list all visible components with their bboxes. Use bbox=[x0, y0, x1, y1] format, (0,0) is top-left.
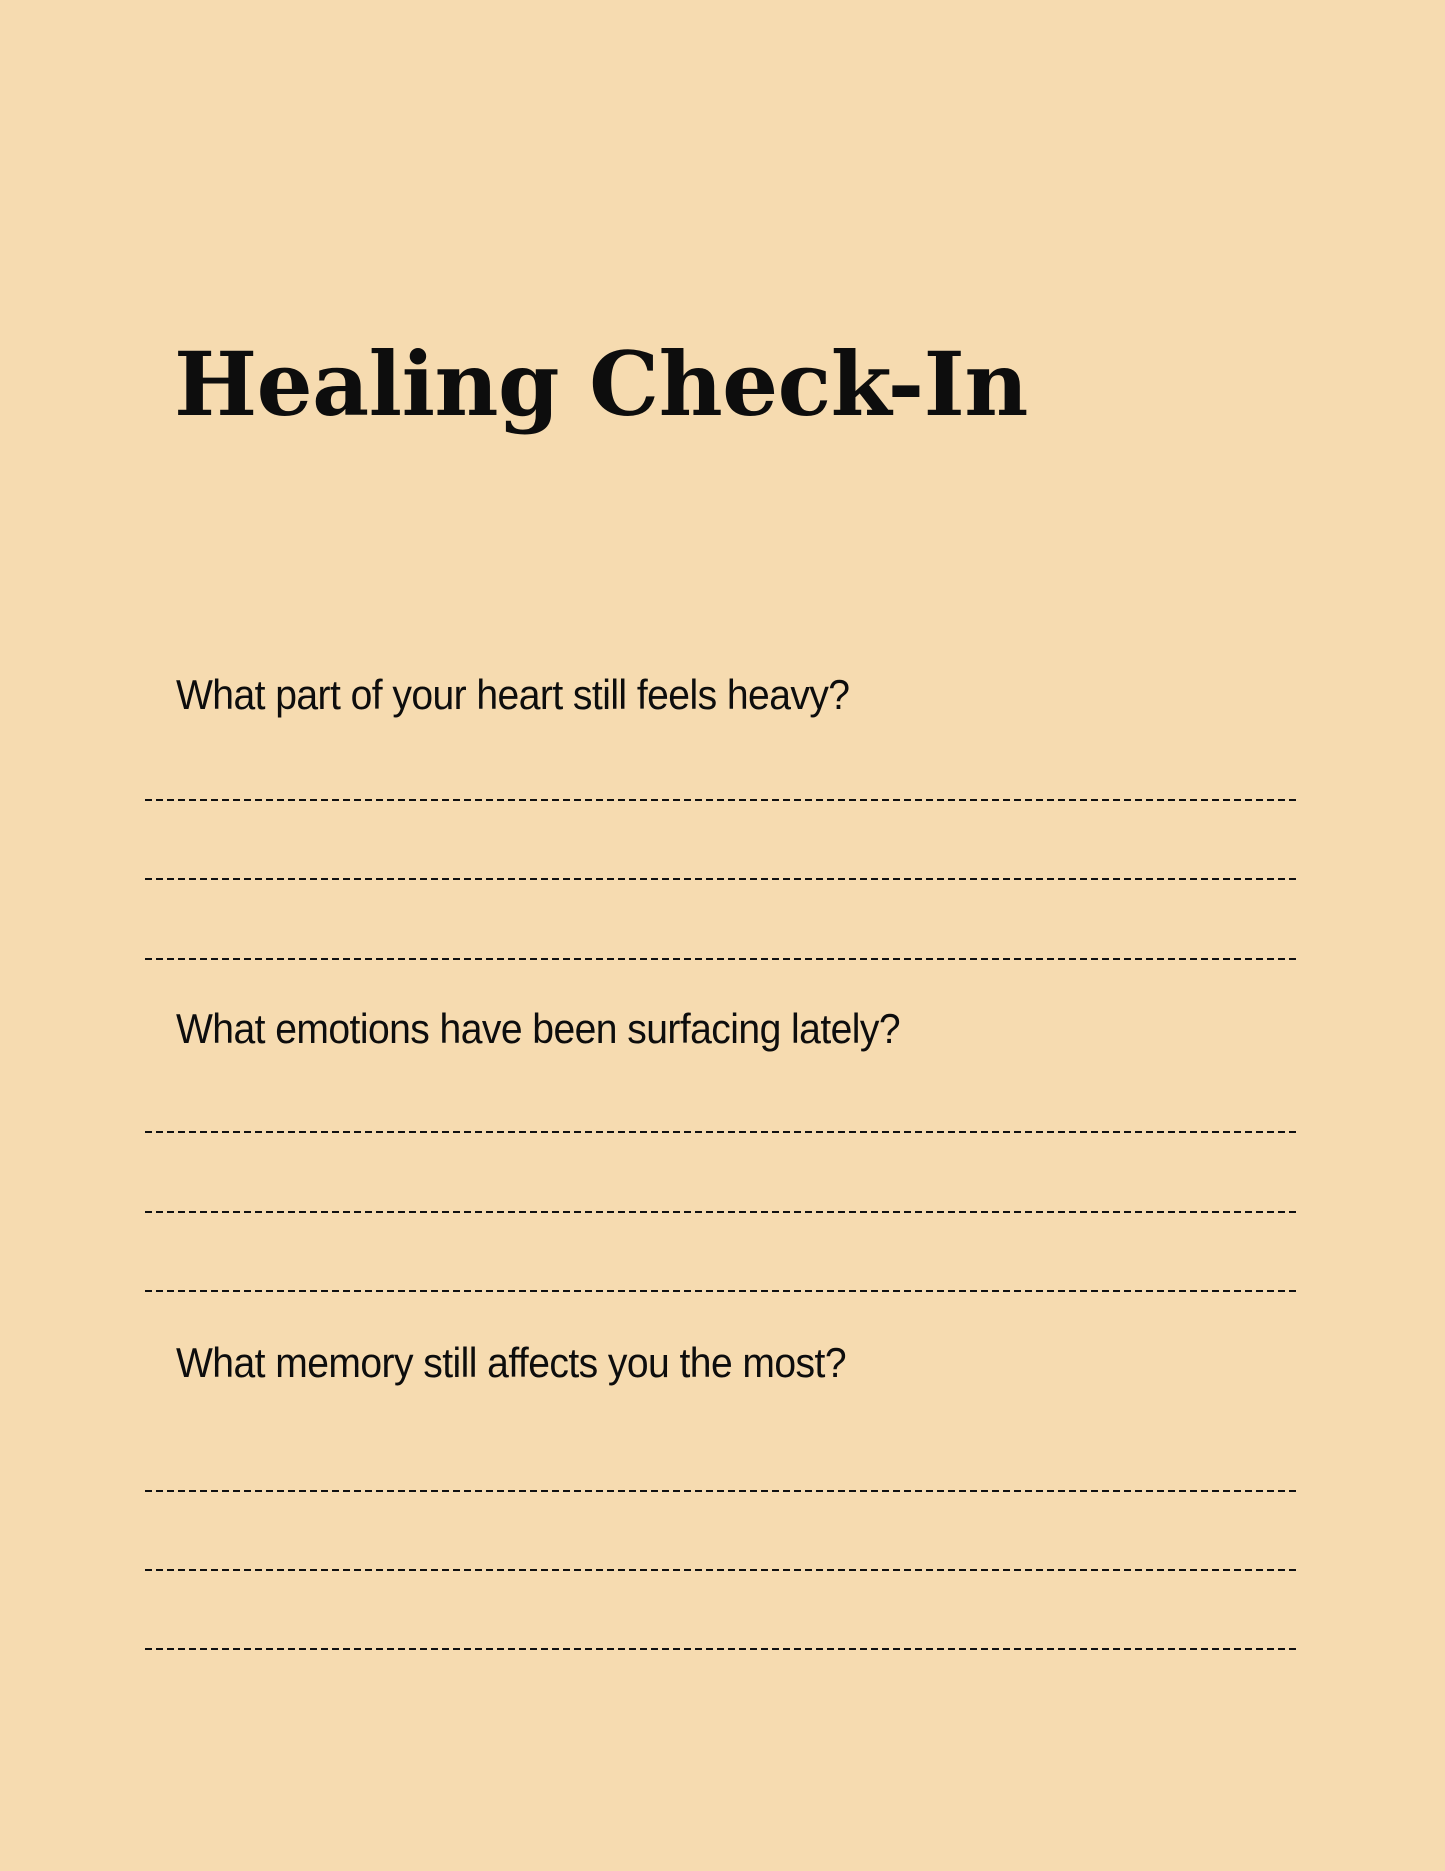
answer-line[interactable] bbox=[145, 958, 1299, 960]
answer-line[interactable] bbox=[145, 878, 1299, 880]
answer-line[interactable] bbox=[145, 799, 1299, 801]
answer-line[interactable] bbox=[145, 1490, 1299, 1492]
answer-line[interactable] bbox=[145, 1290, 1299, 1292]
question-prompt: What memory still affects you the most? bbox=[176, 1339, 846, 1386]
question-prompt: What emotions have been surfacing lately? bbox=[176, 1005, 901, 1052]
answer-line[interactable] bbox=[145, 1211, 1299, 1213]
answer-line[interactable] bbox=[145, 1648, 1299, 1650]
question-prompt: What part of your heart still feels heavy? bbox=[176, 671, 850, 718]
answer-line[interactable] bbox=[145, 1569, 1299, 1571]
answer-line[interactable] bbox=[145, 1131, 1299, 1133]
page-title: Healing Check-In bbox=[174, 332, 1028, 436]
